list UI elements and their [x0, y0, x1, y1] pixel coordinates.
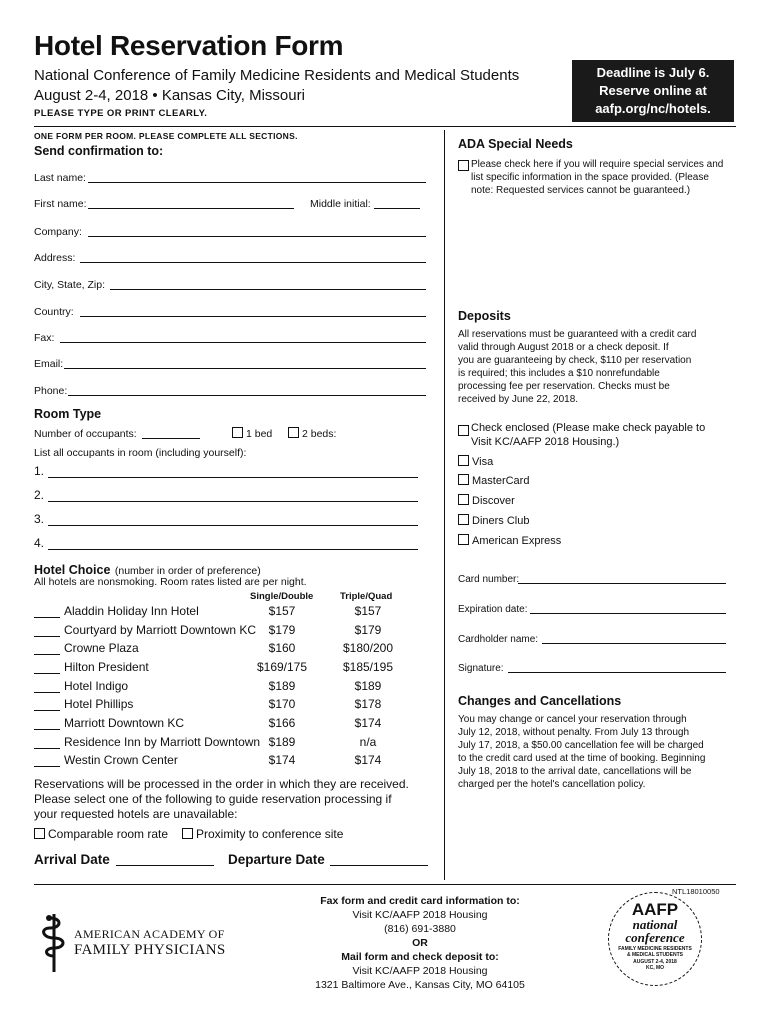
processing-line: your requested hotels are unavailable: — [34, 807, 238, 821]
hotel-single-rate: $157 — [268, 604, 296, 618]
departure-date-field[interactable] — [330, 865, 428, 866]
hotel-name: Courtyard by Marriott Downtown KC — [64, 623, 257, 637]
ada-text — [471, 158, 741, 197]
occupant-4-field[interactable] — [48, 549, 418, 550]
single-double-header: Single/Double — [250, 591, 314, 602]
fax-title: Fax form and credit card information to: — [320, 895, 520, 907]
conference-date-location: August 2-4, 2018 • Kansas City, Missouri — [34, 87, 305, 104]
hotel-triple-rate: $189 — [354, 679, 382, 693]
phone-field[interactable] — [68, 395, 426, 396]
aafp-logo — [40, 910, 70, 979]
changes-line: July 12, 2018, without penalty. From July 13 through — [458, 727, 690, 738]
checkbox[interactable] — [34, 828, 45, 839]
ada-line: list specific information in the space provided. (Please — [471, 172, 709, 183]
column-divider — [444, 130, 445, 880]
expiration-date-label: Expiration date: — [458, 604, 528, 615]
checkbox[interactable] — [232, 427, 243, 438]
changes-line: July 17, 2018, a $50.00 cancellation fee will be charged — [458, 740, 704, 751]
ada-line: note: Requested services cannot be guaranteed.) — [471, 185, 691, 196]
hotel-triple-rate: $180/200 — [342, 641, 394, 655]
staff-of-aesculapius-icon — [40, 910, 70, 974]
city-state-zip-field[interactable] — [110, 289, 426, 290]
aafp-wordmark-line: FAMILY PHYSICIANS — [74, 942, 226, 958]
visa-option[interactable] — [458, 455, 493, 468]
expiration-date-field[interactable] — [530, 613, 726, 614]
mastercard-option[interactable] — [458, 474, 529, 487]
check-enclosed-checkbox[interactable] — [458, 422, 472, 440]
hotel-triple-rate: $174 — [354, 753, 382, 767]
cardholder-name-label: Cardholder name: — [458, 634, 539, 645]
occupant-3-field[interactable] — [48, 525, 418, 526]
hotel-rank-field[interactable] — [34, 729, 60, 730]
one-bed-option[interactable] — [232, 427, 272, 440]
checkbox[interactable] — [458, 514, 469, 525]
hotel-triple-rate: n/a — [359, 735, 377, 749]
deadline-box — [572, 60, 734, 122]
email-label: Email: — [34, 358, 64, 370]
discover-label: Discover — [472, 495, 515, 507]
processing-note — [34, 777, 444, 822]
hotel-name: Hotel Phillips — [64, 697, 134, 711]
email-field[interactable] — [64, 368, 426, 369]
hotel-rank-field[interactable] — [34, 710, 60, 711]
comparable-rate-option[interactable] — [34, 827, 168, 841]
list-occupants-label: List all occupants in room (including yourself): — [34, 447, 247, 459]
mastercard-label: MasterCard — [472, 475, 530, 487]
fax-label: Fax: — [34, 332, 55, 344]
hotel-triple-rate: $157 — [354, 604, 382, 618]
hotel-single-rate: $174 — [268, 753, 296, 767]
mail-title: Mail form and check deposit to: — [341, 951, 499, 963]
hotel-single-rate: $160 — [268, 641, 296, 655]
card-number-label: Card number: — [458, 574, 520, 585]
hotel-name: Residence Inn by Marriott Downtown — [64, 735, 261, 749]
fax-line: Visit KC/AAFP 2018 Housing — [352, 909, 488, 921]
card-number-field[interactable] — [518, 583, 726, 584]
checkbox[interactable] — [458, 160, 469, 171]
fax-field[interactable] — [60, 342, 426, 343]
occupant-1-field[interactable] — [48, 477, 418, 478]
middle-initial-label: Middle initial: — [310, 198, 371, 210]
mail-line: Visit KC/AAFP 2018 Housing — [352, 965, 488, 977]
hotel-name: Hilton President — [64, 660, 149, 674]
arrival-date-field[interactable] — [116, 865, 214, 866]
american-express-option[interactable] — [458, 534, 561, 547]
triple-quad-header: Triple/Quad — [340, 591, 393, 602]
changes-line: July 18, 2018 to the arrival date, cancellations will be — [458, 766, 692, 777]
deposits-line: valid through August 2018 or a check deposit. If — [458, 342, 669, 353]
deposits-line: you are guaranteeing by check, $110 per reservation — [458, 355, 692, 366]
proximity-option[interactable] — [182, 827, 343, 841]
one-bed-label: 1 bed — [246, 428, 273, 440]
two-beds-label: 2 beds: — [302, 428, 337, 440]
mail-address: 1321 Baltimore Ave., Kansas City, MO 64105 — [315, 979, 525, 991]
hotel-triple-rate: $178 — [354, 697, 382, 711]
deadline-line-3: aafp.org/nc/hotels. — [595, 101, 711, 116]
deposits-line: processing fee per reservation. Checks must be — [458, 381, 670, 392]
diners-club-label: Diners Club — [472, 515, 530, 527]
hotel-name: Westin Crown Center — [64, 753, 178, 767]
departure-date-label: Departure Date — [228, 852, 325, 867]
badge-aafp: AAFP — [631, 900, 679, 919]
hotel-choice-note: (number in order of preference) — [114, 565, 261, 577]
occupant-2-field[interactable] — [48, 501, 418, 502]
hotel-rank-field[interactable] — [34, 617, 60, 618]
aafp-wordmark — [74, 927, 226, 959]
arrival-date-label: Arrival Date — [34, 852, 110, 867]
hotel-name: Crowne Plaza — [64, 641, 139, 655]
checkbox[interactable] — [288, 427, 299, 438]
check-enclosed-text — [471, 421, 705, 449]
checkbox[interactable] — [458, 494, 469, 505]
hotel-triple-rate: $179 — [354, 623, 382, 637]
send-confirmation-heading: Send confirmation to: — [34, 144, 164, 158]
changes-heading: Changes and Cancellations — [458, 694, 622, 708]
last-name-label: Last name: — [34, 172, 86, 184]
hotel-name: Marriott Downtown KC — [64, 716, 185, 730]
header-divider — [34, 126, 736, 127]
hotel-rank-field[interactable] — [34, 692, 60, 693]
footer-divider — [34, 884, 736, 885]
hotel-rank-field[interactable] — [34, 766, 60, 767]
checkbox[interactable] — [458, 534, 469, 545]
discover-option[interactable] — [458, 494, 515, 507]
address-field[interactable] — [80, 262, 426, 263]
conference-name: National Conference of Family Medicine Residents and Medical Students — [34, 67, 520, 84]
hotel-single-rate: $189 — [268, 735, 296, 749]
american-express-label: American Express — [472, 535, 562, 547]
diners-club-option[interactable] — [458, 514, 529, 527]
changes-line: You may change or cancel your reservation through — [458, 714, 687, 725]
hotel-name: Aladdin Holiday Inn Hotel — [64, 604, 199, 618]
deposits-line: All reservations must be guaranteed with a credit card — [458, 329, 697, 340]
hotel-single-rate: $189 — [268, 679, 296, 693]
hotel-triple-rate: $185/195 — [342, 660, 394, 674]
changes-text — [458, 713, 738, 791]
middle-initial-field[interactable] — [374, 208, 420, 209]
comparable-rate-label: Comparable room rate — [48, 827, 169, 841]
address-label: Address: — [34, 252, 76, 264]
processing-line: Reservations will be processed in the order in which they are received. — [34, 777, 409, 791]
hotel-name: Hotel Indigo — [64, 679, 129, 693]
cardholder-name-field[interactable] — [542, 643, 726, 644]
phone-label: Phone: — [34, 385, 68, 397]
badge-line: FAMILY MEDICINE RESIDENTS — [618, 946, 692, 952]
hotel-single-rate: $169/175 — [256, 660, 308, 674]
first-name-label: First name: — [34, 198, 87, 210]
country-label: Country: — [34, 306, 74, 318]
form-code: NTL18010050 — [672, 887, 720, 896]
deposits-heading: Deposits — [458, 309, 511, 323]
hotel-rank-field[interactable] — [34, 748, 60, 749]
last-name-field[interactable] — [88, 182, 426, 183]
checkbox[interactable] — [458, 455, 469, 466]
ada-checkbox[interactable] — [458, 157, 472, 175]
occupant-number: 3. — [34, 512, 45, 526]
hotel-choice-title: Hotel Choice — [34, 563, 111, 577]
checkbox[interactable] — [458, 474, 469, 485]
aafp-wordmark-line: AMERICAN ACADEMY OF — [74, 927, 225, 941]
hotel-single-rate: $170 — [268, 697, 296, 711]
occupant-number: 2. — [34, 488, 45, 502]
company-label: Company: — [34, 226, 82, 238]
checkbox[interactable] — [182, 828, 193, 839]
two-beds-option[interactable] — [288, 427, 336, 440]
hotel-rank-field[interactable] — [34, 636, 60, 637]
occupants-field[interactable] — [142, 438, 200, 439]
check-enclosed-line: Check enclosed (Please make check payable to — [471, 422, 706, 434]
one-form-note: ONE FORM PER ROOM. PLEASE COMPLETE ALL SECTIONS. — [34, 131, 298, 141]
occupant-number: 4. — [34, 536, 45, 550]
processing-line: Please select one of the following to guide reservation processing if — [34, 792, 392, 806]
print-instruction: PLEASE TYPE OR PRINT CLEARLY. — [34, 108, 208, 119]
ada-line: Please check here if you will require special services and — [471, 159, 724, 170]
deposits-text — [458, 328, 738, 406]
hotel-rank-field[interactable] — [34, 673, 60, 674]
badge-conference: conference — [625, 930, 685, 945]
occupant-number: 1. — [34, 464, 45, 478]
deposits-line: received by June 22, 2018. — [458, 394, 579, 405]
deadline-line-2: Reserve online at — [599, 83, 707, 98]
deposits-line: is required; this includes a $10 nonrefundable — [458, 368, 660, 379]
hotel-single-rate: $166 — [268, 716, 296, 730]
signature-field[interactable] — [508, 672, 726, 673]
badge-location: KC, MO — [645, 965, 665, 971]
signature-label: Signature: — [458, 663, 504, 674]
badge-national: national — [632, 917, 678, 932]
checkbox[interactable] — [458, 425, 469, 436]
hotel-triple-rate: $174 — [354, 716, 382, 730]
check-enclosed-line: Visit KC/AAFP 2018 Housing.) — [471, 436, 620, 448]
or-separator: OR — [412, 937, 428, 949]
page-title: Hotel Reservation Form — [34, 30, 344, 61]
changes-line: charged per the hotel's cancellation policy. — [458, 779, 646, 790]
visa-label: Visa — [472, 456, 494, 468]
deadline-line-1: Deadline is July 6. — [596, 65, 710, 80]
proximity-label: Proximity to conference site — [196, 827, 344, 841]
badge-line: & MEDICAL STUDENTS — [626, 952, 684, 958]
hotel-rank-field[interactable] — [34, 654, 60, 655]
nonsmoking-note: All hotels are nonsmoking. Room rates listed are per night. — [34, 576, 307, 588]
first-name-field[interactable] — [88, 208, 294, 209]
conference-badge — [608, 892, 702, 986]
changes-line: to the credit card used at the time of booking. Beginning — [458, 753, 706, 764]
city-state-zip-label: City, State, Zip: — [34, 279, 105, 291]
occupants-label: Number of occupants: — [34, 428, 137, 440]
ada-heading: ADA Special Needs — [458, 137, 573, 151]
submission-instructions — [300, 894, 540, 992]
hotel-single-rate: $179 — [268, 623, 296, 637]
badge-date: AUGUST 2-4, 2018 — [633, 959, 677, 965]
company-field[interactable] — [88, 236, 426, 237]
fax-number: (816) 691-3880 — [384, 923, 456, 935]
country-field[interactable] — [80, 316, 426, 317]
room-type-heading: Room Type — [34, 407, 102, 421]
